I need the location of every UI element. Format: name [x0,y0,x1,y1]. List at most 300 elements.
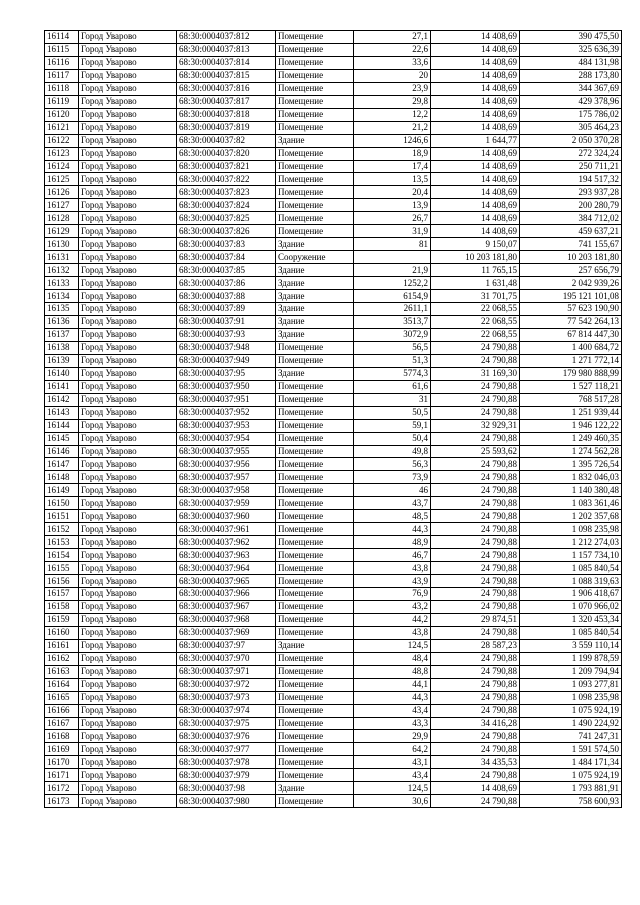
cadastral-value-cell: 484 131,98 [520,56,622,69]
cadastral-number-cell: 68:30:0004037:826 [177,225,276,238]
row-number-cell: 16160 [45,626,79,639]
unit-value-cell: 10 203 181,80 [431,251,520,264]
locality-cell: Город Уварово [79,315,177,328]
locality-cell: Город Уварово [79,238,177,251]
table-row [45,756,622,769]
locality-cell: Город Уварово [79,199,177,212]
cadastral-value-cell: 200 280,79 [520,199,622,212]
table-row [45,587,622,600]
unit-value-cell: 24 790,88 [431,562,520,575]
unit-value-cell: 32 929,31 [431,419,520,432]
object-type-cell: Помещение [276,186,354,199]
cadastral-value-cell: 1 093 277,81 [520,678,622,691]
cadastral-number-cell: 68:30:0004037:952 [177,406,276,419]
cadastral-value-cell: 272 324,24 [520,147,622,160]
table-row [45,458,622,471]
unit-value-cell: 14 408,69 [431,31,520,44]
row-number-cell: 16134 [45,290,79,303]
unit-value-cell: 24 790,88 [431,393,520,406]
table-row [45,600,622,613]
row-number-cell: 16169 [45,743,79,756]
row-number-cell: 16173 [45,795,79,808]
unit-value-cell: 24 790,88 [431,795,520,808]
area-cell: 43,8 [354,626,431,639]
unit-value-cell: 14 408,69 [431,212,520,225]
area-cell: 43,7 [354,497,431,510]
area-cell: 50,5 [354,406,431,419]
table-row [45,82,622,95]
cadastral-value-cell: 57 623 190,90 [520,303,622,316]
unit-value-cell: 22 068,55 [431,328,520,341]
cadastral-number-cell: 68:30:0004037:814 [177,56,276,69]
table-row [45,743,622,756]
object-type-cell: Здание [276,264,354,277]
unit-value-cell: 11 765,15 [431,264,520,277]
area-cell: 1252,2 [354,277,431,290]
area-cell: 49,8 [354,445,431,458]
locality-cell: Город Уварово [79,626,177,639]
row-number-cell: 16158 [45,600,79,613]
locality-cell: Город Уварово [79,575,177,588]
cadastral-number-cell: 68:30:0004037:976 [177,730,276,743]
locality-cell: Город Уварово [79,393,177,406]
cadastral-value-cell: 1 070 966,02 [520,600,622,613]
table-row [45,69,622,82]
object-type-cell: Помещение [276,562,354,575]
area-cell: 31 [354,393,431,406]
table-row [45,354,622,367]
object-type-cell: Помещение [276,225,354,238]
locality-cell: Город Уварово [79,341,177,354]
area-cell: 13,9 [354,199,431,212]
locality-cell: Город Уварово [79,743,177,756]
object-type-cell: Помещение [276,510,354,523]
cadastral-value-cell: 1 251 939,44 [520,406,622,419]
area-cell: 44,1 [354,678,431,691]
cadastral-number-cell: 68:30:0004037:967 [177,600,276,613]
object-type-cell: Помещение [276,458,354,471]
table-row [45,432,622,445]
table-row [45,186,622,199]
row-number-cell: 16135 [45,303,79,316]
area-cell: 33,6 [354,56,431,69]
cadastral-number-cell: 68:30:0004037:95 [177,367,276,380]
unit-value-cell: 14 408,69 [431,199,520,212]
row-number-cell: 16127 [45,199,79,212]
locality-cell: Город Уварово [79,678,177,691]
object-type-cell: Помещение [276,354,354,367]
object-type-cell: Помещение [276,497,354,510]
cadastral-number-cell: 68:30:0004037:951 [177,393,276,406]
cadastral-value-cell: 305 464,23 [520,121,622,134]
cadastral-number-cell: 68:30:0004037:816 [177,82,276,95]
object-type-cell: Помещение [276,393,354,406]
object-type-cell: Помещение [276,665,354,678]
area-cell: 73,9 [354,471,431,484]
row-number-cell: 16128 [45,212,79,225]
cadastral-number-cell: 68:30:0004037:964 [177,562,276,575]
row-number-cell: 16161 [45,639,79,652]
row-number-cell: 16130 [45,238,79,251]
object-type-cell: Помещение [276,549,354,562]
locality-cell: Город Уварово [79,691,177,704]
table-row [45,704,622,717]
unit-value-cell: 24 790,88 [431,769,520,782]
area-cell: 48,4 [354,652,431,665]
cadastral-value-cell: 1 075 924,19 [520,704,622,717]
area-cell: 43,4 [354,769,431,782]
cadastral-number-cell: 68:30:0004037:813 [177,43,276,56]
cadastral-number-cell: 68:30:0004037:969 [177,626,276,639]
row-number-cell: 16132 [45,264,79,277]
object-type-cell: Здание [276,639,354,652]
locality-cell: Город Уварово [79,717,177,730]
unit-value-cell: 24 790,88 [431,652,520,665]
cadastral-number-cell: 68:30:0004037:955 [177,445,276,458]
cadastral-value-cell: 741 247,31 [520,730,622,743]
unit-value-cell: 24 790,88 [431,678,520,691]
cadastral-number-cell: 68:30:0004037:88 [177,290,276,303]
unit-value-cell: 31 169,30 [431,367,520,380]
cadastral-value-cell: 1 490 224,92 [520,717,622,730]
row-number-cell: 16143 [45,406,79,419]
table-row [45,523,622,536]
cadastral-number-cell: 68:30:0004037:949 [177,354,276,367]
area-cell: 18,9 [354,147,431,160]
locality-cell: Город Уварово [79,458,177,471]
unit-value-cell: 14 408,69 [431,160,520,173]
unit-value-cell: 24 790,88 [431,341,520,354]
cadastral-value-table [44,30,622,808]
area-cell: 61,6 [354,380,431,393]
row-number-cell: 16122 [45,134,79,147]
row-number-cell: 16151 [45,510,79,523]
unit-value-cell: 24 790,88 [431,691,520,704]
unit-value-cell: 24 790,88 [431,406,520,419]
table-row [45,238,622,251]
row-number-cell: 16167 [45,717,79,730]
object-type-cell: Помещение [276,769,354,782]
area-cell: 21,9 [354,264,431,277]
table-row [45,549,622,562]
cadastral-value-cell: 1 591 574,50 [520,743,622,756]
cadastral-value-cell: 1 274 562,28 [520,445,622,458]
area-cell: 29,8 [354,95,431,108]
cadastral-number-cell: 68:30:0004037:953 [177,419,276,432]
object-type-cell: Здание [276,290,354,303]
unit-value-cell: 14 408,69 [431,782,520,795]
object-type-cell: Помещение [276,795,354,808]
locality-cell: Город Уварово [79,432,177,445]
cadastral-number-cell: 68:30:0004037:959 [177,497,276,510]
cadastral-value-cell: 10 203 181,80 [520,251,622,264]
table-row [45,613,622,626]
unit-value-cell: 25 593,62 [431,445,520,458]
table-row [45,717,622,730]
cadastral-number-cell: 68:30:0004037:823 [177,186,276,199]
row-number-cell: 16131 [45,251,79,264]
cadastral-value-cell: 1 140 380,48 [520,484,622,497]
object-type-cell: Помещение [276,445,354,458]
row-number-cell: 16171 [45,769,79,782]
row-number-cell: 16140 [45,367,79,380]
area-cell: 48,5 [354,510,431,523]
area-cell: 20 [354,69,431,82]
object-type-cell: Помещение [276,82,354,95]
table-row [45,43,622,56]
area-cell: 22,6 [354,43,431,56]
area-cell: 6154,9 [354,290,431,303]
object-type-cell: Помещение [276,160,354,173]
cadastral-number-cell: 68:30:0004037:97 [177,639,276,652]
unit-value-cell: 24 790,88 [431,354,520,367]
table-row [45,652,622,665]
unit-value-cell: 14 408,69 [431,121,520,134]
row-number-cell: 16152 [45,523,79,536]
object-type-cell: Помещение [276,756,354,769]
table-row [45,445,622,458]
row-number-cell: 16141 [45,380,79,393]
area-cell: 21,2 [354,121,431,134]
locality-cell: Город Уварово [79,380,177,393]
cadastral-number-cell: 68:30:0004037:818 [177,108,276,121]
area-cell: 17,4 [354,160,431,173]
table-row [45,367,622,380]
table-row [45,199,622,212]
table-row [45,95,622,108]
unit-value-cell: 14 408,69 [431,108,520,121]
cadastral-value-cell: 2 042 939,26 [520,277,622,290]
row-number-cell: 16118 [45,82,79,95]
unit-value-cell: 24 790,88 [431,587,520,600]
row-number-cell: 16139 [45,354,79,367]
object-type-cell: Помещение [276,199,354,212]
row-number-cell: 16156 [45,575,79,588]
locality-cell: Город Уварово [79,328,177,341]
area-cell: 29,9 [354,730,431,743]
table-row [45,173,622,186]
object-type-cell: Помещение [276,717,354,730]
cadastral-value-cell: 390 475,50 [520,31,622,44]
area-cell: 43,3 [354,717,431,730]
locality-cell: Город Уварово [79,562,177,575]
row-number-cell: 16166 [45,704,79,717]
cadastral-value-cell: 1 085 840,54 [520,626,622,639]
area-cell: 56,3 [354,458,431,471]
object-type-cell: Помещение [276,536,354,549]
object-type-cell: Помещение [276,121,354,134]
unit-value-cell: 24 790,88 [431,471,520,484]
locality-cell: Город Уварово [79,160,177,173]
locality-cell: Город Уварово [79,419,177,432]
unit-value-cell: 1 644,77 [431,134,520,147]
area-cell: 43,4 [354,704,431,717]
cadastral-number-cell: 68:30:0004037:960 [177,510,276,523]
unit-value-cell: 24 790,88 [431,510,520,523]
area-cell: 43,2 [354,600,431,613]
row-number-cell: 16145 [45,432,79,445]
cadastral-value-cell: 293 937,28 [520,186,622,199]
row-number-cell: 16125 [45,173,79,186]
area-cell: 3513,7 [354,315,431,328]
object-type-cell: Помещение [276,69,354,82]
area-cell: 48,8 [354,665,431,678]
row-number-cell: 16124 [45,160,79,173]
cadastral-number-cell: 68:30:0004037:86 [177,277,276,290]
area-cell: 43,1 [354,756,431,769]
row-number-cell: 16121 [45,121,79,134]
unit-value-cell: 24 790,88 [431,626,520,639]
row-number-cell: 16164 [45,678,79,691]
row-number-cell: 16133 [45,277,79,290]
cadastral-number-cell: 68:30:0004037:948 [177,341,276,354]
unit-value-cell: 14 408,69 [431,173,520,186]
object-type-cell: Помещение [276,43,354,56]
cadastral-value-cell: 1 209 794,94 [520,665,622,678]
locality-cell: Город Уварово [79,497,177,510]
unit-value-cell: 24 790,88 [431,380,520,393]
object-type-cell: Помещение [276,704,354,717]
row-number-cell: 16136 [45,315,79,328]
table-row [45,510,622,523]
unit-value-cell: 24 790,88 [431,730,520,743]
object-type-cell: Помещение [276,600,354,613]
table-row [45,147,622,160]
cadastral-number-cell: 68:30:0004037:85 [177,264,276,277]
area-cell: 43,8 [354,562,431,575]
object-type-cell: Помещение [276,523,354,536]
cadastral-number-cell: 68:30:0004037:817 [177,95,276,108]
locality-cell: Город Уварово [79,639,177,652]
table-row [45,341,622,354]
row-number-cell: 16138 [45,341,79,354]
object-type-cell: Помещение [276,173,354,186]
locality-cell: Город Уварово [79,225,177,238]
area-cell: 46 [354,484,431,497]
object-type-cell: Помещение [276,406,354,419]
cadastral-number-cell: 68:30:0004037:824 [177,199,276,212]
unit-value-cell: 14 408,69 [431,147,520,160]
row-number-cell: 16168 [45,730,79,743]
table-body [45,31,622,808]
object-type-cell: Помещение [276,652,354,665]
row-number-cell: 16165 [45,691,79,704]
cadastral-value-cell: 250 711,21 [520,160,622,173]
cadastral-number-cell: 68:30:0004037:84 [177,251,276,264]
cadastral-number-cell: 68:30:0004037:98 [177,782,276,795]
unit-value-cell: 14 408,69 [431,43,520,56]
area-cell: 44,3 [354,523,431,536]
cadastral-value-cell: 1 098 235,98 [520,691,622,704]
object-type-cell: Помещение [276,341,354,354]
cadastral-value-cell: 1 088 319,63 [520,575,622,588]
area-cell: 44,2 [354,613,431,626]
object-type-cell: Здание [276,134,354,147]
table-row [45,639,622,652]
row-number-cell: 16153 [45,536,79,549]
cadastral-value-cell: 1 202 357,68 [520,510,622,523]
cadastral-value-cell: 179 980 888,99 [520,367,622,380]
row-number-cell: 16162 [45,652,79,665]
row-number-cell: 16154 [45,549,79,562]
cadastral-number-cell: 68:30:0004037:812 [177,31,276,44]
cadastral-value-cell: 459 637,21 [520,225,622,238]
object-type-cell: Здание [276,238,354,251]
cadastral-value-cell: 1 271 772,14 [520,354,622,367]
cadastral-value-cell: 1 832 046,03 [520,471,622,484]
cadastral-value-cell: 1 906 418,67 [520,587,622,600]
object-type-cell: Здание [276,303,354,316]
locality-cell: Город Уварово [79,730,177,743]
cadastral-value-cell: 1 527 118,21 [520,380,622,393]
area-cell: 27,1 [354,31,431,44]
row-number-cell: 16117 [45,69,79,82]
object-type-cell: Помещение [276,691,354,704]
cadastral-value-cell: 194 517,32 [520,173,622,186]
table-row [45,536,622,549]
cadastral-number-cell: 68:30:0004037:956 [177,458,276,471]
locality-cell: Город Уварово [79,108,177,121]
cadastral-number-cell: 68:30:0004037:966 [177,587,276,600]
object-type-cell: Помещение [276,380,354,393]
cadastral-value-cell: 429 378,96 [520,95,622,108]
table-row [45,626,622,639]
cadastral-number-cell: 68:30:0004037:962 [177,536,276,549]
row-number-cell: 16129 [45,225,79,238]
area-cell: 124,5 [354,782,431,795]
object-type-cell: Помещение [276,108,354,121]
cadastral-number-cell: 68:30:0004037:83 [177,238,276,251]
row-number-cell: 16120 [45,108,79,121]
area-cell: 2611,1 [354,303,431,316]
locality-cell: Город Уварово [79,484,177,497]
cadastral-number-cell: 68:30:0004037:961 [177,523,276,536]
object-type-cell: Здание [276,328,354,341]
table-row [45,471,622,484]
table-row [45,264,622,277]
table-row [45,328,622,341]
locality-cell: Город Уварово [79,536,177,549]
cadastral-number-cell: 68:30:0004037:91 [177,315,276,328]
locality-cell: Город Уварово [79,652,177,665]
unit-value-cell: 14 408,69 [431,225,520,238]
locality-cell: Город Уварово [79,795,177,808]
locality-cell: Город Уварово [79,121,177,134]
unit-value-cell: 31 701,75 [431,290,520,303]
locality-cell: Город Уварово [79,406,177,419]
object-type-cell: Помещение [276,95,354,108]
row-number-cell: 16159 [45,613,79,626]
unit-value-cell: 14 408,69 [431,95,520,108]
table-row [45,121,622,134]
cadastral-value-cell: 1 157 734,10 [520,549,622,562]
unit-value-cell: 24 790,88 [431,704,520,717]
cadastral-number-cell: 68:30:0004037:974 [177,704,276,717]
cadastral-value-cell: 1 946 122,22 [520,419,622,432]
unit-value-cell: 24 790,88 [431,549,520,562]
unit-value-cell: 28 587,23 [431,639,520,652]
cadastral-value-cell: 175 786,02 [520,108,622,121]
object-type-cell: Помещение [276,730,354,743]
row-number-cell: 16114 [45,31,79,44]
row-number-cell: 16144 [45,419,79,432]
table-row [45,678,622,691]
cadastral-number-cell: 68:30:0004037:957 [177,471,276,484]
table-row [45,665,622,678]
unit-value-cell: 1 631,48 [431,277,520,290]
cadastral-number-cell: 68:30:0004037:965 [177,575,276,588]
row-number-cell: 16146 [45,445,79,458]
